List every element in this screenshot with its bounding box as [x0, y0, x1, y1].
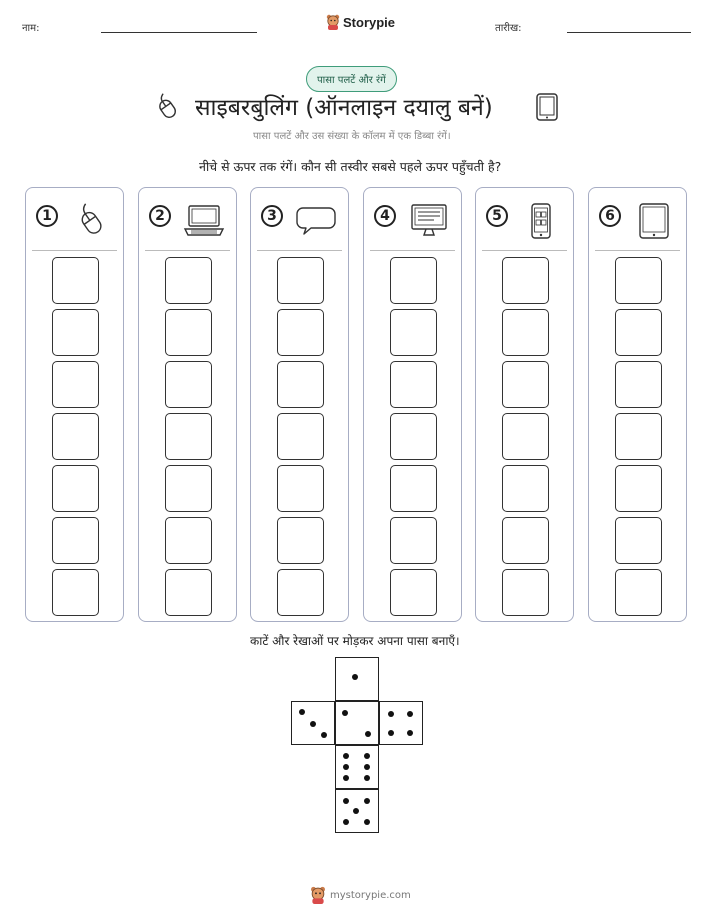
column-divider	[370, 250, 455, 251]
color-box[interactable]	[390, 465, 437, 512]
color-box[interactable]	[390, 517, 437, 564]
color-box[interactable]	[615, 465, 662, 512]
color-box[interactable]	[502, 309, 549, 356]
color-box[interactable]	[165, 569, 212, 616]
pip	[407, 711, 413, 717]
column-divider	[32, 250, 117, 251]
color-box[interactable]	[52, 569, 99, 616]
bear-logo-icon	[326, 14, 340, 30]
pip	[388, 711, 394, 717]
color-box[interactable]	[277, 569, 324, 616]
color-box[interactable]	[277, 465, 324, 512]
color-box[interactable]	[52, 361, 99, 408]
column-4	[363, 187, 462, 622]
color-box[interactable]	[165, 309, 212, 356]
pip	[343, 764, 349, 770]
column-number: 5	[486, 205, 508, 227]
color-box[interactable]	[277, 517, 324, 564]
mouse-title-icon	[152, 92, 182, 122]
die-face-5	[335, 789, 379, 833]
name-field[interactable]	[101, 32, 257, 33]
color-box[interactable]	[615, 517, 662, 564]
color-box[interactable]	[165, 517, 212, 564]
name-label: नाम:	[22, 23, 40, 34]
column-divider	[595, 250, 680, 251]
color-box[interactable]	[390, 361, 437, 408]
color-box[interactable]	[615, 413, 662, 460]
brand-name: Storypie	[343, 14, 396, 30]
pip	[321, 732, 327, 738]
pip	[342, 710, 348, 716]
pip	[310, 721, 316, 727]
color-box[interactable]	[277, 309, 324, 356]
color-box[interactable]	[390, 257, 437, 304]
color-box[interactable]	[277, 361, 324, 408]
color-box[interactable]	[502, 569, 549, 616]
pip	[364, 753, 370, 759]
die-instruction: काटें और रेखाओं पर मोड़कर अपना पासा बनाएँ।	[250, 634, 460, 648]
bear-logo-icon	[310, 886, 326, 904]
column-number: 4	[374, 205, 396, 227]
color-box[interactable]	[52, 517, 99, 564]
pip	[343, 798, 349, 804]
color-box[interactable]	[165, 257, 212, 304]
color-box[interactable]	[52, 465, 99, 512]
pip	[343, 819, 349, 825]
die-face-3	[291, 701, 335, 745]
pip	[343, 753, 349, 759]
speech-bubble-icon	[295, 202, 337, 240]
color-box[interactable]	[52, 257, 99, 304]
column-3	[250, 187, 349, 622]
die-face-1	[335, 657, 379, 701]
pip	[407, 730, 413, 736]
smartphone-icon	[520, 202, 562, 240]
color-box[interactable]	[52, 309, 99, 356]
pip	[364, 775, 370, 781]
footer	[310, 886, 411, 904]
column-5	[475, 187, 574, 622]
color-box[interactable]	[390, 309, 437, 356]
die-face-6	[335, 745, 379, 789]
color-box[interactable]	[615, 257, 662, 304]
brand-logo	[326, 14, 395, 30]
date-field[interactable]	[567, 32, 691, 33]
laptop-icon	[183, 202, 225, 240]
date-label: तारीख:	[495, 23, 522, 34]
color-box[interactable]	[502, 413, 549, 460]
color-box[interactable]	[165, 465, 212, 512]
footer-url[interactable]: mystorypie.com	[330, 889, 411, 901]
mouse-icon	[70, 202, 112, 240]
color-box[interactable]	[277, 257, 324, 304]
column-6	[588, 187, 687, 622]
column-divider	[482, 250, 567, 251]
column-divider	[145, 250, 230, 251]
column-divider	[257, 250, 342, 251]
pip	[364, 798, 370, 804]
color-box[interactable]	[390, 569, 437, 616]
column-number: 6	[599, 205, 621, 227]
tablet-title-icon	[535, 92, 559, 122]
color-box[interactable]	[165, 361, 212, 408]
column-2	[138, 187, 237, 622]
pip	[364, 764, 370, 770]
column-1	[25, 187, 124, 622]
column-number: 3	[261, 205, 283, 227]
color-box[interactable]	[615, 361, 662, 408]
activity-badge: पासा पलटें और रंगें	[306, 66, 397, 92]
color-box[interactable]	[52, 413, 99, 460]
tablet-icon	[633, 202, 675, 240]
die-face-2	[335, 701, 379, 745]
instruction-question: नीचे से ऊपर तक रंगें। कौन सी तस्वीर सबसे पहले ऊपर पहुँचती है?	[199, 159, 502, 174]
pip	[388, 730, 394, 736]
color-box[interactable]	[165, 413, 212, 460]
column-number: 1	[36, 205, 58, 227]
pip	[364, 819, 370, 825]
pip	[343, 775, 349, 781]
color-box[interactable]	[615, 569, 662, 616]
color-box[interactable]	[502, 465, 549, 512]
color-box[interactable]	[502, 361, 549, 408]
monitor-icon	[408, 202, 450, 240]
die-face-4	[379, 701, 423, 745]
pip	[299, 709, 305, 715]
subtitle: पासा पलटें और उस संख्या के कॉलम में एक डिब्बा रंगें।	[253, 131, 451, 142]
color-box[interactable]	[502, 257, 549, 304]
color-box[interactable]	[390, 413, 437, 460]
color-box[interactable]	[615, 309, 662, 356]
color-box[interactable]	[277, 413, 324, 460]
pip	[352, 674, 358, 680]
pip	[365, 731, 371, 737]
pip	[353, 808, 359, 814]
color-box[interactable]	[502, 517, 549, 564]
page-title: साइबरबुलिंग (ऑनलाइन दयालु बनें)	[195, 95, 493, 121]
column-number: 2	[149, 205, 171, 227]
